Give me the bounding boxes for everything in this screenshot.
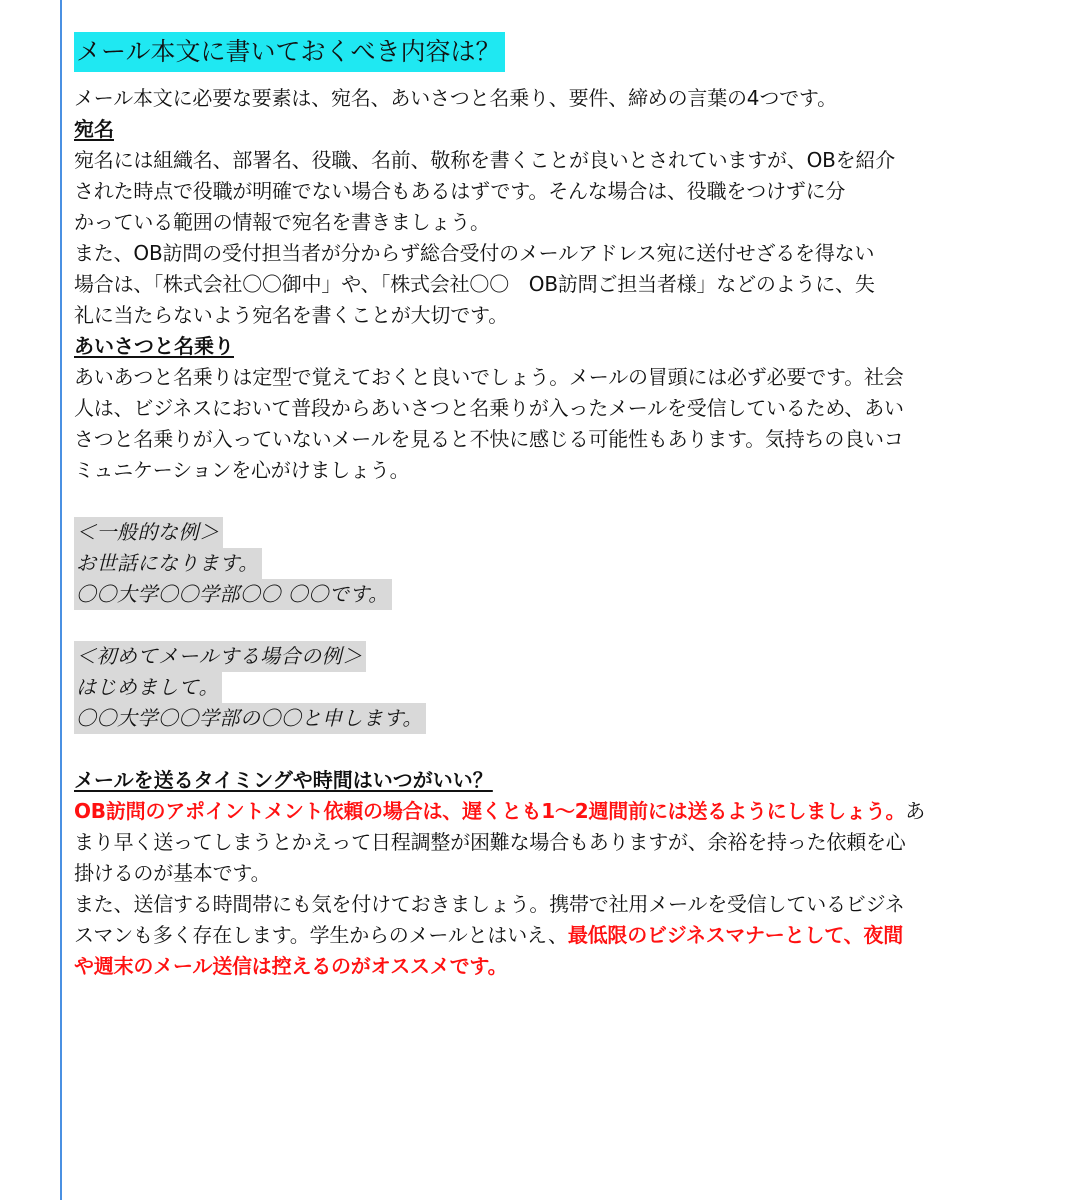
timing-line: 掛けるのが基本です。 — [74, 861, 271, 885]
aisatsu-line: あいあつと名乗りは定型で覚えておくと良いでしょう。メールの冒頭には必ず必要です。社会 — [74, 365, 904, 389]
example-first-line: はじめまして。 — [74, 672, 222, 703]
timing-line — [74, 951, 1054, 982]
heading-atena: 宛名 — [74, 117, 114, 141]
atena-line: かっている範囲の情報で宛名を書きましょう。 — [74, 210, 490, 234]
example-general-line: お世話になります。 — [74, 548, 262, 579]
example-first-label: ＜初めてメールする場合の例＞ — [74, 641, 366, 672]
example-first-row — [74, 641, 1054, 672]
heading-aisatsu: あいさつと名乗り — [74, 334, 234, 358]
timing-text: スマンも多く存在します。学生からのメールとはいえ、 — [74, 923, 568, 947]
atena-line: された時点で役職が明確でない場合もあるはずです。そんな場合は、役職をつけずに分 — [74, 179, 846, 203]
timing-line — [74, 920, 1054, 951]
section-title: メール本文に書いておくべき内容は？ — [74, 32, 505, 72]
timing-line: まり早く送ってしまうとかえって日程調整が困難な場合もありますが、余裕を持った依頼を心 — [74, 830, 906, 854]
example-general-line: 〇〇大学〇〇学部〇〇 〇〇です。 — [74, 579, 392, 610]
spacer — [74, 610, 1054, 641]
timing-line — [74, 796, 1054, 827]
spacer — [74, 734, 1054, 765]
timing-emphasis: OB訪問のアポイントメント依頼の場合は、遅くとも1～2週間前には送るようにしましょう。 — [74, 799, 906, 823]
example-general-row — [74, 548, 1054, 579]
atena-line: 礼に当たらないよう宛名を書くことが大切です。 — [74, 303, 508, 327]
atena-line: 宛名には組織名、部署名、役職、名前、敬称を書くことが良いとされていますが、OBを紹介 — [74, 148, 896, 172]
timing-line: また、送信する時間帯にも気を付けておきましょう。携帯で社用メールを受信しているビジネ — [74, 892, 905, 916]
atena-line: また、OB訪問の受付担当者が分からず総合受付のメールアドレス宛に送付せざるを得ない — [74, 241, 875, 265]
intro-text: メール本文に必要な要素は、宛名、あいさつと名乗り、要件、締めの言葉の4つです。 — [74, 86, 837, 110]
example-first-row — [74, 703, 1054, 734]
example-general-row — [74, 517, 1054, 548]
example-general-row — [74, 579, 1054, 610]
example-first-line: 〇〇大学〇〇学部の〇〇と申します。 — [74, 703, 426, 734]
atena-line: 場合は、「株式会社〇〇御中」や、「株式会社〇〇 OB訪問ご担当者様」などのように、失 — [74, 272, 875, 296]
aisatsu-line: 人は、ビジネスにおいて普段からあいさつと名乗りが入ったメールを受信しているため、あい — [74, 396, 904, 420]
spacer — [74, 486, 1054, 517]
heading-timing: メールを送るタイミングや時間はいつがいい？ — [74, 768, 493, 792]
timing-emphasis: 最低限のビジネスマナーとして、夜間 — [567, 923, 904, 947]
left-margin-rule — [60, 0, 62, 1200]
timing-text: あ — [905, 799, 926, 823]
example-first-row — [74, 672, 1054, 703]
article-body — [74, 32, 1054, 982]
example-general-label: ＜一般的な例＞ — [74, 517, 223, 548]
timing-emphasis: や週末のメール送信は控えるのがオススメです。 — [74, 954, 508, 978]
aisatsu-line: さつと名乗りが入っていないメールを見ると不快に感じる可能性もあります。気持ちの良いコ — [74, 427, 904, 451]
aisatsu-line: ミュニケーションを心がけましょう。 — [74, 458, 410, 482]
section-title-wrap — [74, 32, 1054, 75]
